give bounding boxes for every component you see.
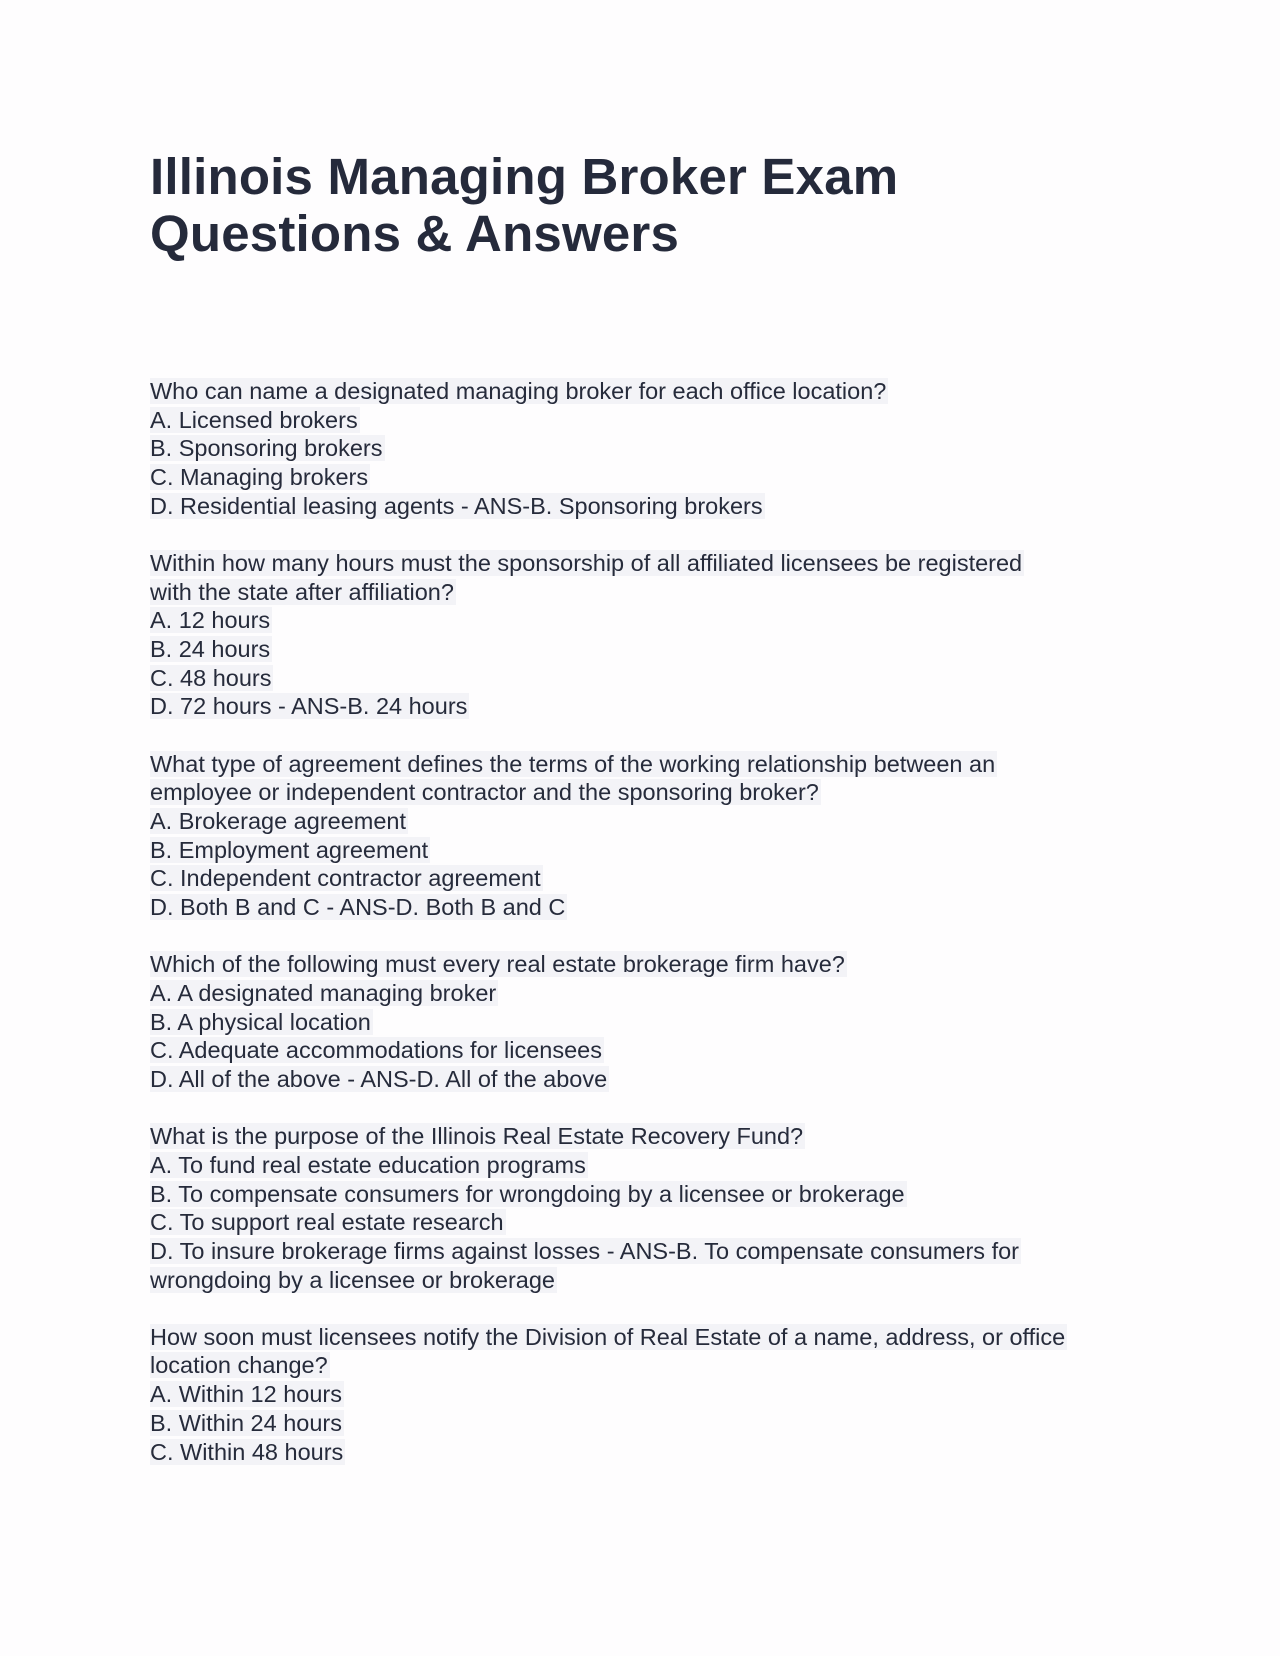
text-run: B. A physical location — [150, 1008, 371, 1035]
text-run: C. Adequate accommodations for licensees — [150, 1037, 602, 1064]
answer-text-line — [150, 1036, 1130, 1065]
text-run: How soon must licensees notify the Division of Real Estate of a name, address, or office — [150, 1323, 1066, 1350]
answer-text-line — [150, 1208, 1130, 1237]
text-run: B. To compensate consumers for wrongdoing by a licensee or brokerage — [150, 1180, 905, 1207]
question-list — [150, 377, 1130, 1495]
text-run: A. To fund real estate education programs — [150, 1151, 586, 1178]
question-block — [150, 549, 1130, 721]
text-run: B. Employment agreement — [150, 836, 429, 863]
text-run: Who can name a designated managing broker for each office location? — [150, 378, 887, 404]
text-run: A. Licensed brokers — [150, 406, 358, 433]
text-run: wrongdoing by a licensee or brokerage — [150, 1266, 555, 1293]
answer-text-line — [150, 578, 1130, 607]
text-run: C. Within 48 hours — [150, 1438, 344, 1465]
text-run: Which of the following must every real estate brokerage firm have? — [150, 951, 845, 978]
answer-text-line — [150, 606, 1130, 635]
question-text-line — [150, 377, 1130, 406]
answer-text-line — [150, 463, 1130, 492]
answer-text-line — [150, 664, 1130, 693]
answer-text-line — [150, 893, 1130, 922]
text-run: D. Both B and C - ANS-D. Both B and C — [150, 894, 566, 920]
question-block — [150, 950, 1130, 1093]
answer-text-line — [150, 1409, 1130, 1438]
text-run: Within how many hours must the sponsorship of all affiliated licensees be registered — [150, 549, 1023, 576]
answer-text-line — [150, 492, 1130, 521]
text-run: C. To support real estate research — [150, 1209, 504, 1236]
text-run: A. Within 12 hours — [150, 1381, 343, 1408]
answer-text-line — [150, 778, 1130, 807]
answer-text-line — [150, 1065, 1130, 1094]
answer-text-line — [150, 1151, 1130, 1180]
answer-text-line — [150, 1351, 1130, 1380]
question-block — [150, 1122, 1130, 1294]
text-run: D. All of the above - ANS-D. All of the above — [150, 1065, 608, 1092]
text-run: What is the purpose of the Illinois Real Estate Recovery Fund? — [150, 1123, 804, 1150]
text-run: employee or independent contractor and the sponsoring broker? — [150, 779, 819, 806]
question-text-line — [150, 1122, 1130, 1151]
question-text-line — [150, 549, 1130, 578]
answer-text-line — [150, 406, 1130, 435]
answer-text-line — [150, 1008, 1130, 1037]
text-run: D. Residential leasing agents - ANS-B. Sponsoring brokers — [150, 492, 763, 519]
question-text-line — [150, 950, 1130, 979]
question-block — [150, 750, 1130, 922]
text-run: A. 12 hours — [150, 607, 271, 634]
answer-text-line — [150, 836, 1130, 865]
text-run: with the state after affiliation? — [150, 578, 454, 605]
text-run: What type of agreement defines the terms of the working relationship between an — [150, 750, 996, 777]
text-run: C. 48 hours — [150, 664, 272, 691]
question-text-line — [150, 750, 1130, 779]
text-run: A. Brokerage agreement — [150, 807, 407, 834]
text-run: B. 24 hours — [150, 636, 271, 662]
text-run: C. Managing brokers — [150, 464, 369, 491]
text-run: B. Sponsoring brokers — [150, 435, 383, 462]
answer-text-line — [150, 807, 1130, 836]
page-title: Illinois Managing Broker Exam Questions & Answers — [150, 148, 899, 262]
text-run: B. Within 24 hours — [150, 1409, 343, 1436]
answer-text-line — [150, 692, 1130, 721]
answer-text-line — [150, 434, 1130, 463]
answer-text-line — [150, 1438, 1130, 1467]
text-run: D. To insure brokerage firms against losses - ANS-B. To compensate consumers for — [150, 1237, 1020, 1264]
answer-text-line — [150, 979, 1130, 1008]
answer-text-line — [150, 635, 1130, 664]
text-run: A. A designated managing broker — [150, 979, 497, 1006]
question-block — [150, 1323, 1130, 1466]
question-block — [150, 377, 1130, 520]
answer-text-line — [150, 1180, 1130, 1209]
answer-text-line — [150, 1266, 1130, 1295]
answer-text-line — [150, 864, 1130, 893]
answer-text-line — [150, 1237, 1130, 1266]
text-run: location change? — [150, 1352, 328, 1379]
question-text-line — [150, 1323, 1130, 1352]
text-run: C. Independent contractor agreement — [150, 865, 541, 892]
text-run: D. 72 hours - ANS-B. 24 hours — [150, 693, 468, 720]
answer-text-line — [150, 1380, 1130, 1409]
